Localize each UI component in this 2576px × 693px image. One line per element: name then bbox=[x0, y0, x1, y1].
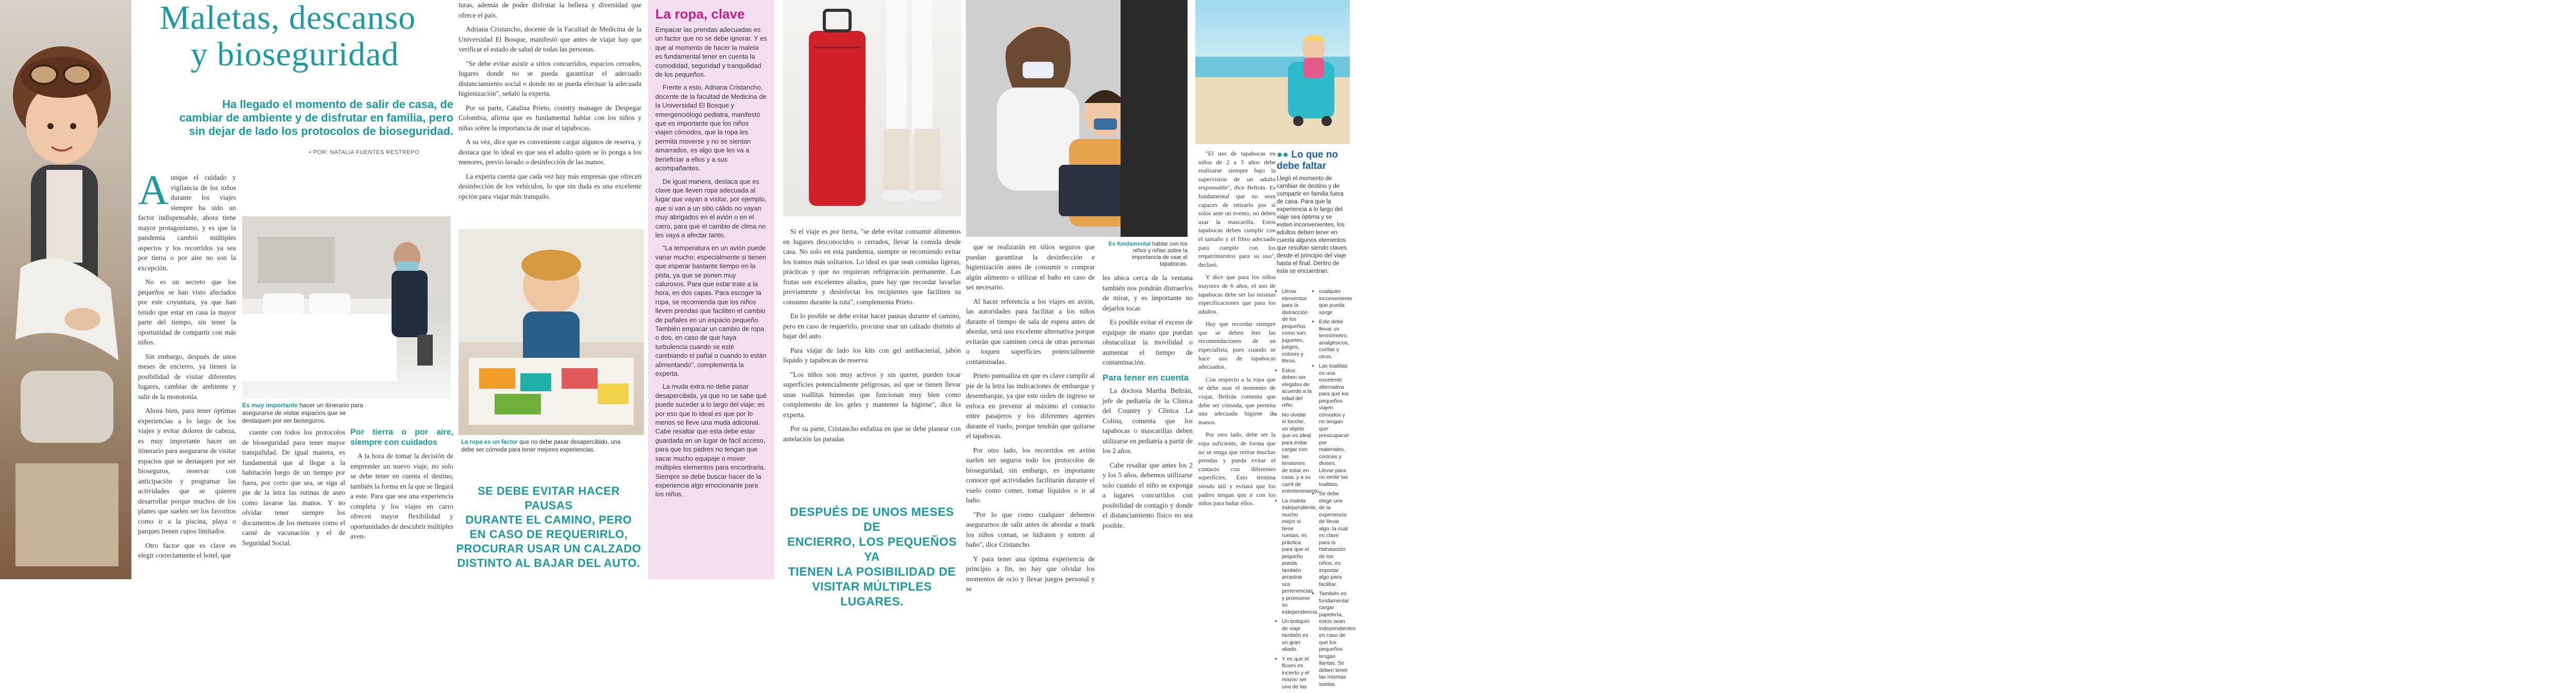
list-item: • No olvidar el lonche, un objeto que es ideal para evitar cargar con las tensiones de estar en casa, y a su carril de entretenimiento. bbox=[1282, 412, 1312, 495]
paragraph: Frente a esto, Adriana Cristancho, docente de la facultad de Medicina de la Universidad El Bosque y emergenciólogo pediatra, manifestó que es importante que los niños viajen cómodos, que la ropa les permita moverse y no se sientan amarrados, es algo que les va a beneficiar a ellos y a sus acompañantes. bbox=[655, 83, 767, 172]
article-title-line1: Maletas, descanso bbox=[160, 0, 416, 37]
paragraph: En lo posible se debe evitar hacer pausas durante el camino, pero en caso de requerirlo, procurar usar un calzado distinto al bajar del auto. bbox=[783, 312, 961, 340]
box-faltar-content bbox=[1277, 149, 1349, 275]
deck-line2: cambiar de ambiente y de disfrutar en familia, pero bbox=[179, 111, 453, 124]
page2-column-1 bbox=[783, 227, 961, 448]
paragraph: A su vez, dice que es conveniente cargar algunos de reserva, y destaca que lo ideal es que sea el adulto quien se lo ponga a los menores, previo lavado o desinfección de las manos. bbox=[459, 138, 641, 166]
list-item: • Estos deben ser elegidos de acuerdo a la edad del niño. bbox=[1282, 368, 1312, 409]
pull-quote-line: DESPUÉS DE UNOS MESES DE bbox=[790, 505, 954, 533]
pull-quote-line: VISITAR MÚLTIPLES LUGARES. bbox=[812, 580, 932, 608]
box-title-ropa: La ropa, clave bbox=[655, 6, 745, 22]
paragraph: Ahora bien, para tener óptimas experiencias a lo largo de los viajes y evitar dolores de cabeza, es muy importante hacer un itinerario para asegurarse de visitar espacios que se destaquen por ser bioseguros, reservar con anticipación y programar las actividades que se quieren desarrollar porque muchos de los planes que suelen ser los favoritos como ir a la piscina, playa o parques tienen cupos limitados. bbox=[138, 407, 236, 535]
photo-hotel-cleaning bbox=[242, 216, 451, 399]
subhead-para-tener: Para tener en cuenta bbox=[1103, 372, 1189, 383]
list-item: • Llevar elementos para la distracción de los pequeños como son: juguetes, juegos, colores y libros. bbox=[1282, 288, 1312, 365]
paragraph: Si el viaje es por tierra, "se debe evitar consumir alimentos en lugares desconocidos o cerrados, llevar la comida desde casa. No solo en esta pandemia, siempre se recomiendo evitar los tramos más solitarios. Lo ideal es que sean comidas ligeras, prácticas y que no requieran refrigeración permanente. Las frutas son excelentes aliados, pues hay que recordar lavarlas previamente y desinfectar los recipientes que faciliten su consumo durante la ruta", complementa Prieto. bbox=[783, 228, 961, 306]
box-title-text: Lo que no debe faltar bbox=[1277, 149, 1338, 171]
subhead-tierra-aire: Por tierra o por aire, siempre con cuidados bbox=[350, 428, 453, 447]
photo-airplane-mother-child bbox=[966, 0, 1188, 237]
caption-bold: Es fundamental bbox=[1108, 241, 1151, 247]
sidebar-box-ropa bbox=[648, 0, 774, 579]
paragraph: Cabe resaltar que antes los 2 y los 5 años, debemos utilizarse solo cuando el niño se exponga a lugares concurridos con posibilidad de contagio y donde el distanciamiento físico no sea posible. bbox=[1103, 461, 1193, 529]
paragraph: turas, además de poder disfrutar la belleza y diversidad que ofrece el país. bbox=[459, 1, 641, 19]
caption-bold: La ropa es un factor bbox=[461, 439, 518, 445]
article-column-2b bbox=[350, 427, 453, 546]
paragraph: que se realizarán en sitios seguros que puedan garantizar la desinfección e higienización antes de consumir o comprar algún alimento o utilizar el baño en caso de ser necesario. bbox=[966, 243, 1095, 291]
pull-quote-line: ENCIERRO, LOS PEQUEÑOS YA bbox=[787, 535, 957, 563]
caption-airplane bbox=[1103, 241, 1188, 268]
byline: • POR: NATALIA FUENTES RESTREPO bbox=[309, 149, 419, 155]
child-illustration bbox=[0, 0, 131, 579]
paragraph: Por otro lado, los recorridos en avión suelen ser seguros todo los protocolos de bioseguridad, sin embargo, es importante conocer qué actividades facilitarán durante el vuelo como comer, tomar líquidos o ir al baño. bbox=[966, 446, 1095, 504]
paragraph: No es un secreto que los pequeños se han visto afectados por este coyuntura, ya que han tenido que estar en casa la mayor parte del tiempo, sin tener la oportunidad de compartir con más niños. bbox=[138, 278, 236, 346]
paragraph: les ubica cerca de la ventana también nos pondrán distraerlos de mirar, y es importante no dejarlos tocar. bbox=[1103, 274, 1193, 312]
paragraph: Por su parte, Catalina Prieto, country manager de Despegar Colombia, afirma que es fundamental hablar con los niños y niñas sobre la importancia de usar el tapabocas. bbox=[459, 103, 641, 132]
paragraph: Adriana Cristancho, docente de la Facultad de Medicina de la Universidad El Bosque, manifestó que antes de viajar hay que verificar el estado de salud de todas las personas. bbox=[459, 25, 641, 53]
paragraph: La doctora Martha Beltrán, jefe de pediatría de la Clínica del Country y Clínica La Colina, comenta que los tapabocas o mascarillas deben utilizarse en pediatría a partir de los 2 años. bbox=[1103, 387, 1193, 455]
suitcase-illustration bbox=[783, 0, 961, 216]
page2-column-2 bbox=[966, 242, 1095, 598]
list-item: • Las toallitas es una excelente alternativa para que los pequeños viajen cómodos y no tengan que preocuparse por materiales, cocinas y dioses. Llevar para no emitir las toallitas. bbox=[1319, 363, 1349, 488]
caption-text: hacer un itinerario para asegurarse de visitar espacios que se destaquen por ser bioseguros. bbox=[242, 402, 363, 424]
paragraph: Otro factor que es clave es elegir correctamente el hotel, que bbox=[138, 541, 236, 559]
list-item: • Un botiquín de viaje también es un gran aliado. bbox=[1282, 618, 1312, 653]
paragraph: Por otro lado, debe ser la ropa suficiente, de forma que no se tenga que retirar muchas prendas y pueda evitar el contacto con diferentes superficies. Esto termina siendo útil y evitará que los padres tengan que ir con los niños para bañar ellos. bbox=[1198, 431, 1276, 507]
box-title-faltar bbox=[1277, 149, 1349, 172]
photo-baby-suitcase bbox=[459, 229, 644, 435]
deck-line1: Ha llegado el momento de salir de casa, de bbox=[222, 98, 453, 111]
box-intro: Llegó el momento de cambiar de destino y de compartir en familia fuera de casa. Para que la experiencia a lo largo del viaje sea óptima y se eviten inconvenientes, los adultos deben tener en cuenta algunos elementos que resultan siendo claves desde el principio del viaje hasta el final. Dentro de esta se encuentran: bbox=[1277, 176, 1347, 274]
pull-quote-line: PROCURAR USAR UN CALZADO bbox=[456, 542, 641, 555]
pull-quote-line: DURANTE EL CAMINO, PERO bbox=[465, 513, 632, 526]
hotel-room-illustration bbox=[242, 216, 451, 399]
paragraph: "Por lo que como cualquier debemos asegurarnos de salir antes de abordar a mark los niños coman, se hidraten y entren al baño", dice Cristancho. bbox=[966, 510, 1095, 548]
pull-quote-line: SE DEBE EVITAR HACER PAUSAS bbox=[477, 484, 620, 512]
paragraph: Y dice que para los niños mayores de 6 años, el uso de tapabocas debe ser las mismas especificaciones que para los adultos. bbox=[1198, 273, 1276, 315]
paragraph: A la hora de tomar la decisión de emprender un nuevo viaje, no solo se debe tener en cuenta el destino, también la forma en la que se llegará a este. Para que sea una experiencia completa y los viajes en carro ofrecen mayor flexibilidad y oportunidades de descubrir múltiples aven- bbox=[350, 452, 453, 540]
box-faltar-bullets-a bbox=[1277, 288, 1321, 693]
photo-beach-child-suitcase bbox=[1195, 0, 1350, 144]
paragraph: "La temperatura en un avión puede variar mucho; especialmente si tienen que esperar bastante tiempo en la pista, ya que se ponen muy calurosos. Para que estar trate a la hora, en dos capas. Para escoger la ropa, se recomienda que los niños lleven prendas que faciliten el cambio de pañales en un espacio pequeño. También empacar un cambio de ropa o dos, en caso de que haya turbulencia cuando se esté cambiando el pañal o cuando lo están alimentando", complementa la experta. bbox=[655, 244, 767, 378]
paragraph: Hay que recordar siempre que se deben leer las recomendaciones de un especialista, pues cuando se hace uso de tapabocas adecuados. bbox=[1198, 320, 1276, 371]
list-item: • Este debe llevar un termómetro, analgésicos, curitas y otros. bbox=[1319, 319, 1349, 360]
pull-quote-line: DISTINTO AL BAJAR DEL AUTO. bbox=[457, 557, 640, 569]
pull-quote-pausas bbox=[453, 484, 644, 570]
article-column-2 bbox=[242, 427, 345, 552]
pull-quote-line: TIENEN LA POSIBILIDAD DE bbox=[788, 565, 956, 578]
pull-quote-encierro bbox=[783, 505, 961, 609]
caption-clothes bbox=[461, 439, 626, 454]
box-body-ropa bbox=[655, 25, 767, 499]
paragraph: Con respecto a la ropa que se debe usar el momento de viajar, Beltrán comenta que debe ser cómoda, que permita una adecuada higiene de manos. bbox=[1198, 375, 1276, 426]
page2-column-3 bbox=[1103, 273, 1193, 534]
beach-illustration bbox=[1195, 0, 1350, 144]
deck-line3: sin dejar de lado los protocolos de bioseguridad. bbox=[189, 125, 453, 137]
photo-red-suitcase bbox=[783, 0, 961, 216]
paragraph: Para viajar de lado los kits con gel antibacterial, jabón líquido y tapabocas de reserva. bbox=[783, 346, 961, 364]
list-item: • La maleta independiente, mucho mejor si tiene ruedas, es práctica para que el pequeño pueda también arrastrar sus pertenencias y promueve su independencia. bbox=[1282, 498, 1312, 616]
dropcap: A bbox=[138, 166, 169, 213]
list-item: • También es fundamental cargar papelería, estos sean independientes en caso de que los pequeños tengan llantas. Se deben tener las mismas suelas. bbox=[1319, 591, 1349, 688]
page2-column-4-text bbox=[1198, 149, 1276, 512]
hero-photo-child-aviator bbox=[0, 0, 131, 579]
paragraph: La experta cuenta que cada vez hay más empresas que ofrecen desinfección de los vehículos, lo que sin duda es una excelente opción para viajar más tranquilo. bbox=[459, 172, 641, 200]
paragraph: Sin embargo, después de unos meses de encierro, ya tienen la posibilidad de visitar diferentes lugares, cambiar de ambiente y salir de la monotonía. bbox=[138, 352, 236, 401]
caption-bold: Es muy importante bbox=[242, 402, 298, 409]
caption-text: que no debe pasar desapercibido, una debe ser cómoda para tener mejores experiencias. bbox=[461, 439, 621, 453]
paragraph: Y para tener una óptima experiencia de principio a fin, no hay que olvidar los momentos de ocio y llevar juegos personal y se bbox=[966, 555, 1095, 593]
paragraph: "Los niños son muy activos y sin querer, pueden tocar superficies potencialmente peligrosas, así que se tienen llevar unas toallitas húmedas que funcionan muy bien como complemento de los geles y mantener la higiene", dice la experta. bbox=[783, 370, 961, 419]
paragraph: "Se debe evitar asistir a sitios concurridos, espacios cerrados, lugares donde no se pueda garantizar el adecuado distanciamiento social o donde no se pueda efectuar la adecuada higienización", señaló la experta. bbox=[459, 59, 641, 97]
airplane-illustration bbox=[966, 0, 1188, 237]
article-column-1 bbox=[138, 166, 236, 565]
list-item: • Y es que el fluxes es incierto y el mismo ser una de las bbox=[1282, 656, 1312, 691]
paragraph: "El uso de tapabocas en niños de 2 a 5 años debe realizarse siempre bajo la supervisión de un adulto responsable", dice Beltrán. Es fundamental que no sean capaces de retirarlo por sí solos ante un evento, no deben usar la mascarilla. Estos tapabocas deben cumplir con el tamaño y el filtro adecuado para cumplir con los requerimientos para su uso", declaró. bbox=[1198, 150, 1276, 268]
paragraph: Al hacer referencia a los viajes en avión, las autoridades para facilitar a los niños durante el tiempo de sala de espera antes de abordar, será una excelente alternativa porque evitarán que caminen cerca de otras personas o toquen superficies potencialmente contaminadas. bbox=[966, 297, 1095, 366]
article-title-line2: y bioseguridad bbox=[191, 36, 399, 73]
list-item: • cualquier inconveniente que pueda surgir. bbox=[1319, 288, 1349, 316]
paragraph: unque el cuidado y vigilancia de los niños durante los viajes siempre ha sido un factor indispensable, ahora tiene mayor protagonismo, y es que la pandemia cambió múltiples aspectos y los recorridos ya sea por tierra o por aire no son la excepción. bbox=[138, 174, 236, 272]
paragraph: Es posible evitar el exceso de equipaje de mano que puedan obstaculizar la movilidad o aumentar el tiempo de contaminación. bbox=[1103, 318, 1193, 366]
paragraph: Por su parte, Cristancho enfatiza en que se debe planear con antelación las paradas bbox=[783, 425, 961, 443]
list-item: • Se debe elegir uno de la experiencia de llevar algo, la cual es clave para la hidratación de los niños, es importar algo para facilitar. bbox=[1319, 491, 1349, 588]
caption-hotel bbox=[242, 402, 376, 425]
box-faltar-bullets-b bbox=[1314, 288, 1356, 690]
paragraph: cuente con todos los protocolos de bioseguridad para tener mayor tranquilidad. De igual manera, es fundamental que al llegar a la habitación luego de un tiempo por fuera, por corto que sea, se siga al pie de la letra las rutinas de aseo como lavarse las manos. Y no olvidar tener siempre los documentos de los menores como el carné de vacunación y el de Seguridad Social. bbox=[242, 428, 345, 547]
paragraph: La muda extra no debe pasar desapercibida, ya que no se sabe qué puede suceder a lo largo del viaje; es por eso que lo ideal es que por lo menos se lleve una muda adicional. Cabe resaltar que esta debe estar guardada en un lugar de fácil acceso, para que los padres no tengan que sacar mucho equipaje o mover múltiples elementos para encontrarla. Siempre se debe buscar hacer de la experiencia algo emocionante para los niños. bbox=[655, 383, 767, 498]
pull-quote-line: EN CASO DE REQUERIRLO, bbox=[469, 528, 628, 541]
baby-clothes-illustration bbox=[459, 229, 644, 435]
article-column-3 bbox=[459, 0, 641, 205]
caption-text: hablar con los niños y niñas sobre la importancia de usar el tapabocas. bbox=[1131, 241, 1188, 267]
paragraph: Prieto puntualiza en que es clave cumplir al pie de la letra las indicaciones de embarque y desembarque, ya que este orden de ingreso se enfoca en prevenir al máximo el contacto entre pasajeros y los diferentes agentes durante el vuelo, porque tendrán que quitarse el tapabocas. bbox=[966, 372, 1095, 440]
paragraph: De igual manera, destaca que es clave que lleven ropa adecuada al lugar que vayan a visitar, por ejemplo, que si van a un sitio cálido no vayan muy abrigados en el avión o en el carro, para que el cambio de clima no les vaya a afectar tanto. bbox=[655, 177, 767, 239]
article-deck bbox=[155, 98, 453, 138]
paragraph: Empacar las prendas adecuadas es un factor que no se debe ignorar. Y es que al momento de hacer la maleta es fundamental tener en cuenta la comodidad, seguridad y tranquilidad de los pequeños. bbox=[655, 26, 767, 79]
bullet-dots-icon: ●● bbox=[1277, 149, 1289, 160]
